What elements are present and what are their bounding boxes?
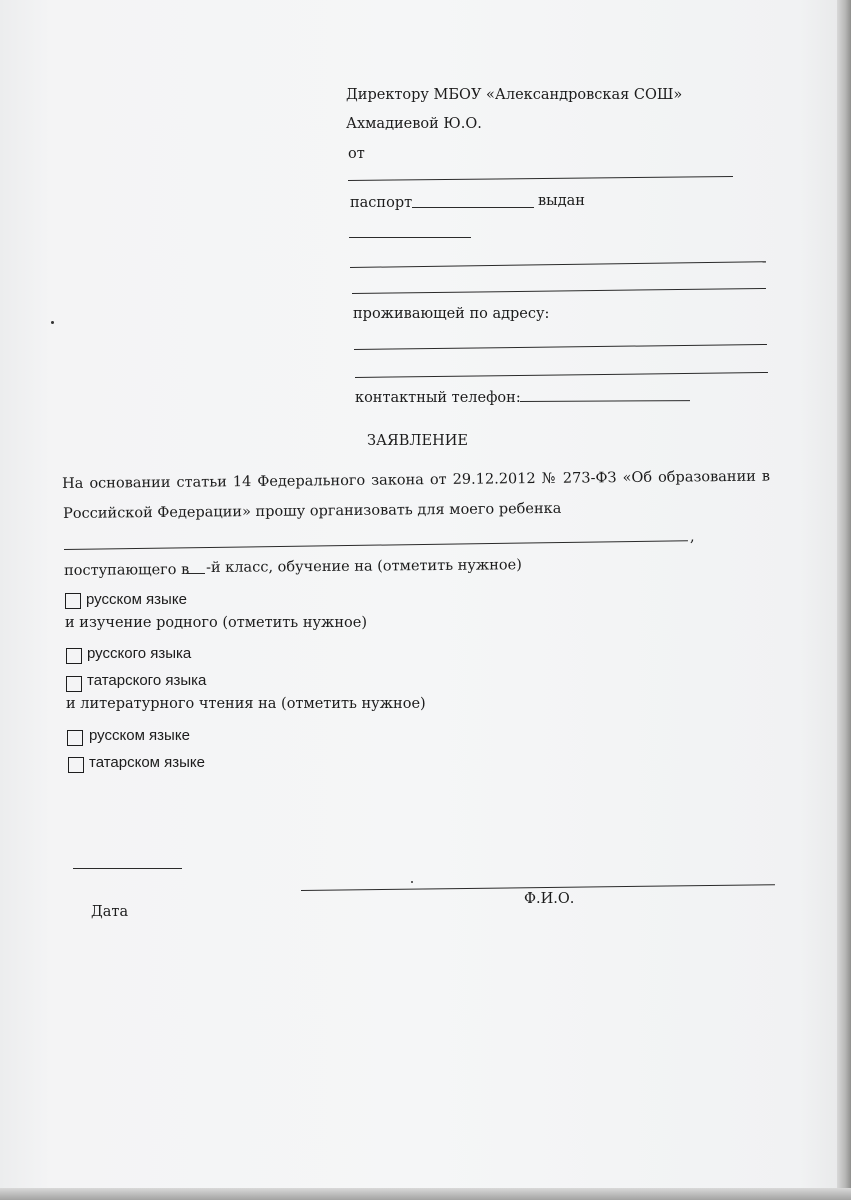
checkbox-reading-tatar[interactable] xyxy=(68,757,84,773)
option-reading-russian: русском языке xyxy=(89,727,190,744)
option-education-russian: русском языке xyxy=(86,591,187,608)
recipient-name: Ахмадиевой Ю.О. xyxy=(346,116,482,132)
issued-by-line-2[interactable] xyxy=(350,261,766,268)
phone-line[interactable] xyxy=(520,400,690,402)
passport-label: паспорт xyxy=(350,195,413,211)
from-label: от xyxy=(348,146,365,162)
checkbox-education-russian[interactable] xyxy=(65,593,81,609)
grade-prefix: поступающего в xyxy=(64,561,190,579)
native-language-heading: и изучение родного (отметить нужное) xyxy=(65,615,367,631)
document-title: ЗАЯВЛЕНИЕ xyxy=(367,433,468,449)
grade-suffix: -й класс, обучение на (отметить нужное) xyxy=(206,557,522,576)
fio-label: Ф.И.О. xyxy=(524,891,575,907)
issued-by-line-1[interactable] xyxy=(349,237,471,238)
checkbox-native-russian[interactable] xyxy=(66,648,82,664)
passport-number-line[interactable] xyxy=(412,207,534,208)
date-line[interactable] xyxy=(73,868,182,869)
option-reading-tatar: татарском языке xyxy=(89,754,206,771)
issued-label: выдан xyxy=(538,193,585,209)
scan-speck xyxy=(411,881,413,883)
address-label: проживающей по адресу: xyxy=(353,306,550,322)
option-native-tatar: татарского языка xyxy=(87,672,207,689)
date-label: Дата xyxy=(91,904,129,920)
body-line-1: На основании статьи 14 Федерального закона от 29.12.2012 № 273-ФЗ «Об образовании в xyxy=(62,468,771,492)
phone-label: контактный телефон: xyxy=(355,390,521,406)
checkbox-reading-russian[interactable] xyxy=(67,730,83,746)
child-line-comma: , xyxy=(690,529,695,545)
page-shadow-bottom xyxy=(0,1188,851,1200)
scan-speck xyxy=(51,321,54,324)
recipient-director: Директору МБОУ «Александровская СОШ» xyxy=(346,87,683,103)
grade-blank-line[interactable] xyxy=(186,573,205,574)
option-native-russian: русского языка xyxy=(87,645,192,662)
address-line-2[interactable] xyxy=(355,372,768,378)
page-shadow-right xyxy=(837,0,851,1200)
applicant-name-line[interactable] xyxy=(348,176,733,181)
address-line-1[interactable] xyxy=(354,344,767,350)
issued-by-line-3[interactable] xyxy=(352,288,766,294)
body-line-2: Российской Федерации» прошу организовать для моего ребенка xyxy=(63,500,562,522)
reading-language-heading: и литературного чтения на (отметить нужное) xyxy=(66,696,426,712)
child-name-line[interactable] xyxy=(64,540,688,550)
checkbox-native-tatar[interactable] xyxy=(66,676,82,692)
